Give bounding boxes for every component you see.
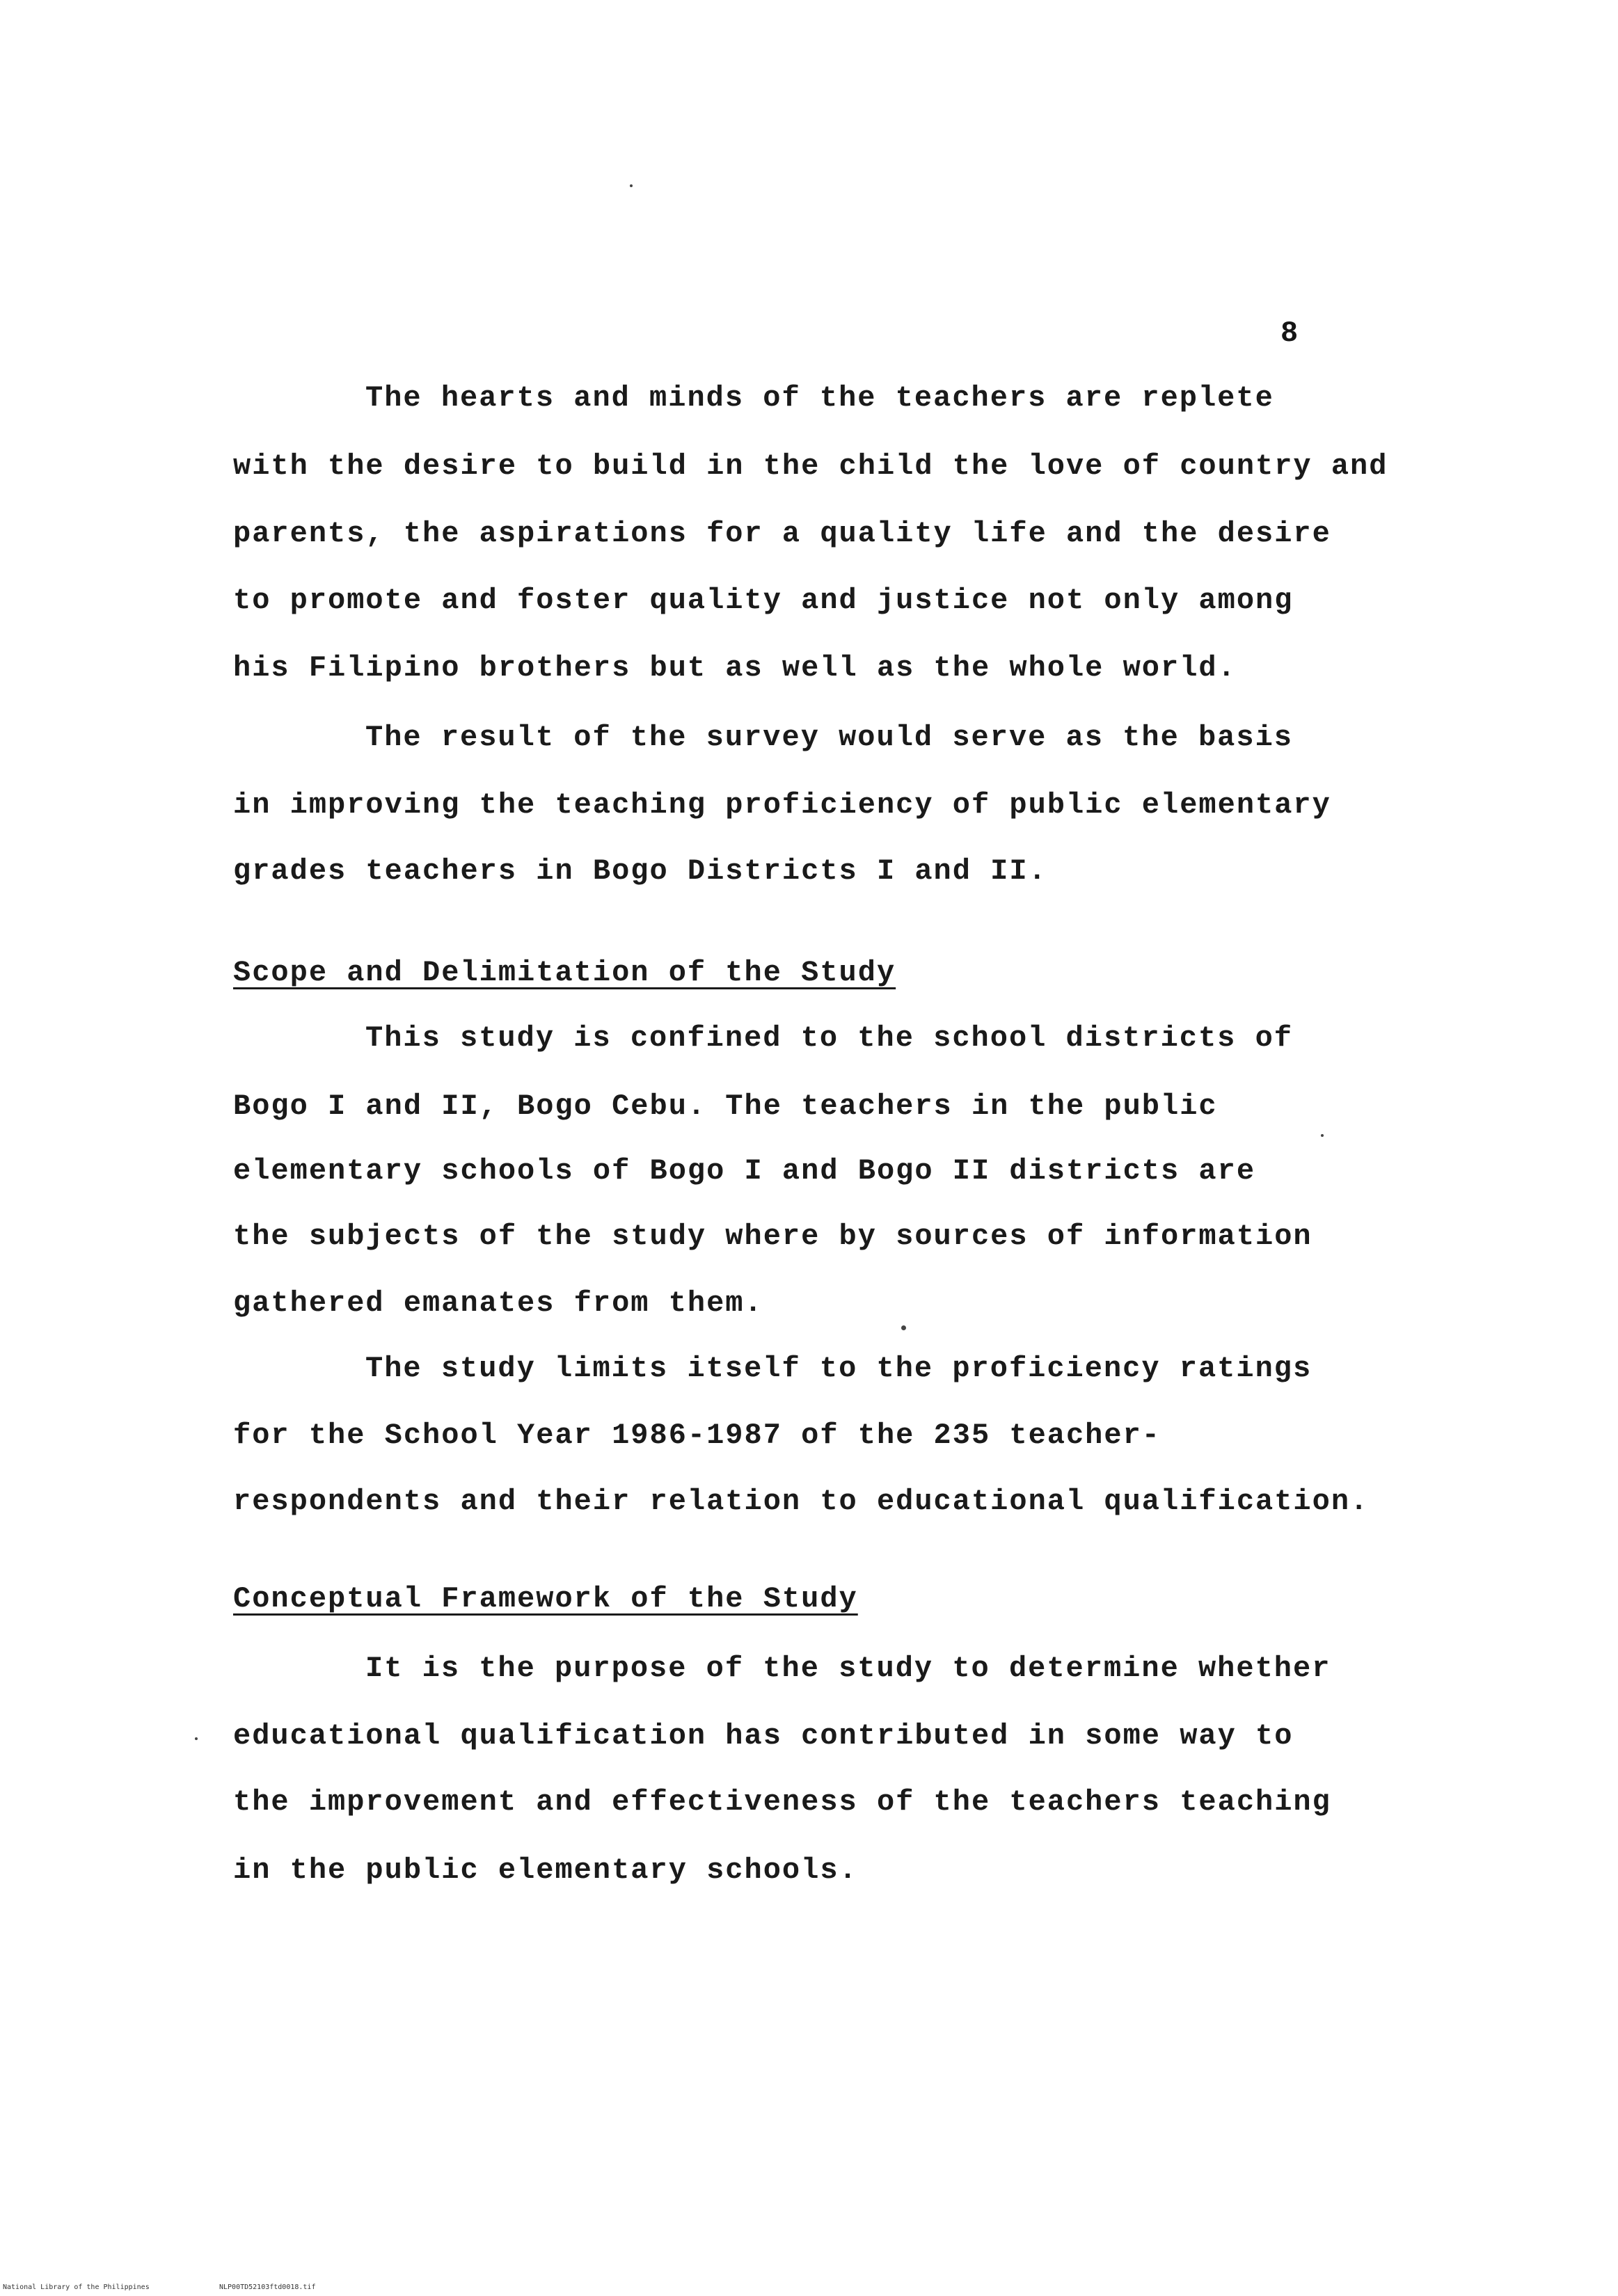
paragraph-line: to promote and foster quality and justice not only among [233,584,1294,617]
paragraph-line: educational qualification has contributed in some way to [233,1719,1294,1753]
paragraph-line: respondents and their relation to educational qualification. [233,1485,1370,1518]
paragraph-line: This study is confined to the school districts of [365,1021,1294,1055]
section-heading-conceptual-framework: Conceptual Framework of the Study [233,1582,858,1616]
page-number: 8 [1280,317,1299,350]
paragraph-line: in the public elementary schools. [233,1853,858,1887]
paragraph-line: parents, the aspirations for a quality life and the desire [233,517,1331,550]
paragraph-line: It is the purpose of the study to determine whether [365,1652,1331,1685]
paragraph-line: The study limits itself to the proficiency ratings [365,1352,1312,1385]
paragraph-line: for the School Year 1986-1987 of the 235 teacher- [233,1419,1161,1452]
paragraph-line: The result of the survey would serve as the basis [365,721,1294,754]
scan-speck [630,184,633,187]
footer-file-name: NLP00TD52103ftd0018.tif [219,2283,316,2291]
scan-speck [901,1325,906,1330]
paragraph-line: grades teachers in Bogo Districts I and II. [233,854,1047,888]
scan-speck [195,1737,198,1740]
paragraph-line: The hearts and minds of the teachers are replete [365,381,1274,415]
scan-speck [1321,1134,1324,1137]
paragraph-line: the subjects of the study where by sources of information [233,1220,1312,1253]
paragraph-line: in improving the teaching proficiency of public elementary [233,788,1331,822]
paragraph-line: elementary schools of Bogo I and Bogo II districts are [233,1154,1256,1188]
footer-library-credit: National Library of the Philippines [3,2283,150,2291]
paragraph-line: his Filipino brothers but as well as the whole world. [233,651,1237,685]
section-heading-scope: Scope and Delimitation of the Study [233,956,896,989]
paragraph-line: with the desire to build in the child the love of country and [233,449,1388,483]
paragraph-line: Bogo I and II, Bogo Cebu. The teachers in the public [233,1090,1218,1123]
paragraph-line: the improvement and effectiveness of the teachers teaching [233,1785,1331,1819]
paragraph-line: gathered emanates from them. [233,1286,763,1320]
